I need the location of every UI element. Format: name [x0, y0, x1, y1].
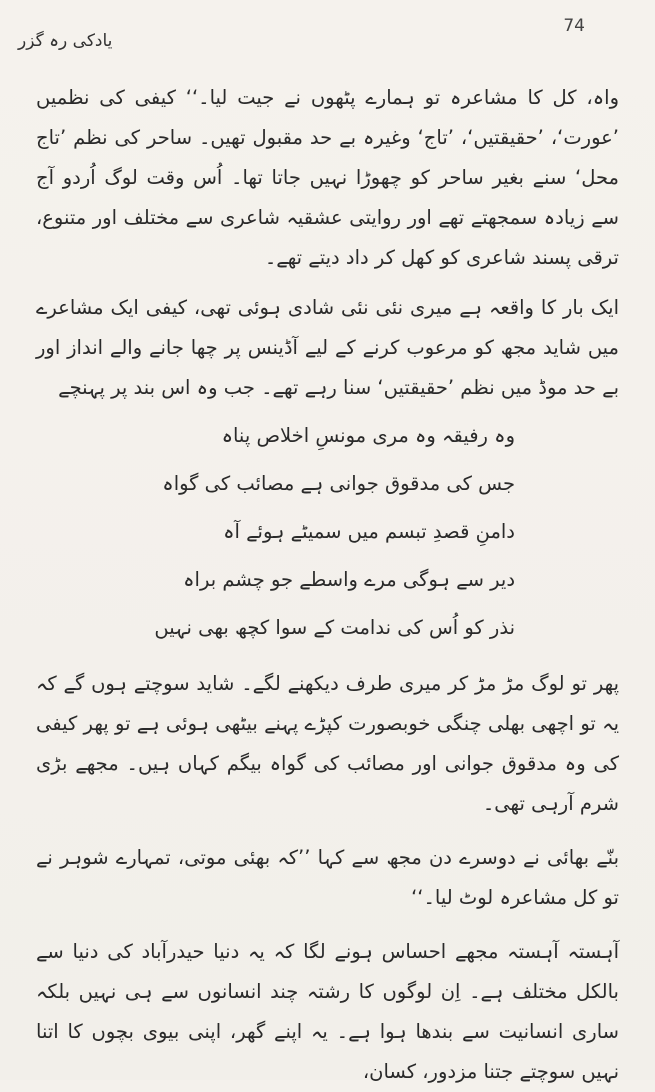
verse-line-4: دیر سے ہوگی مرے واسطے جو چشم براہ: [183, 568, 515, 591]
verse-block: [36, 412, 619, 652]
paragraph-5: آہستہ آہستہ مجھے احساس ہونے لگا کہ یہ دنیا حیدرآباد کی دنیا سے بالکل مختلف ہے۔ اِن لوگوں کا رشتہ چند انسانوں سے ہی نہیں بلکہ ساری انسانیت سے بندھا ہوا ہے۔ یہ اپنے گھر، اپنی بیوی بچوں کا اتنا نہیں سوچتے جتنا مزدور، کسان،: [36, 940, 619, 1083]
verse-line-2: جس کی مدقوق جوانی ہے مصائب کی گواہ: [162, 472, 515, 495]
paragraph-2: ایک بار کا واقعہ ہے میری نئی نئی شادی ہوئی تھی، کیفی ایک مشاعرے میں شاید مجھ کو مرعوب کرنے کے لیے آڈینس پر چھا جانے والے انداز اور بے حد موڈ میں نظم ’حقیقتیں‘ سنا رہے تھے۔ جب وہ اس بند پر پہنچے: [36, 296, 619, 399]
running-head: یادکی رہ گزر: [18, 31, 113, 51]
paragraph-3: پھر تو لوگ مڑ مڑ کر میری طرف دیکھنے لگے۔ شاید سوچتے ہوں گے کہ یہ تو اچھی بھلی چنگی خوبصورت کپڑے پہنے بیٹھی ہوئی ہے تو پھر کیفی کی وہ مدقوق جوانی اور مصائب کی گواہ بیگم کہاں ہیں۔ مجھے بڑی شرم آرہی تھی۔: [36, 672, 619, 815]
verse-line-1: وہ رفیقہ وہ مری مونسِ اخلاص پناہ: [221, 424, 515, 447]
verse-line-5: نذر کو اُس کی ندامت کے سوا کچھ بھی نہیں: [154, 616, 515, 639]
verse-line-3: دامنِ قصدِ تبسم میں سمیٹے ہوئے آہ: [223, 520, 515, 543]
page-body: [36, 78, 619, 1092]
paragraph-4: بنّے بھائی نے دوسرے دن مجھ سے کہا ’’کہ بھئی موتی، تمہارے شوہر نے تو کل مشاعرہ لوٹ لیا۔‘‘: [36, 846, 619, 909]
paragraph-1: واہ، کل کا مشاعرہ تو ہمارے پٹھوں نے جیت لیا۔‘‘ کیفی کی نظمیں ’عورت‘، ’حقیقتیں‘، ’تاج‘ وغیرہ بے حد مقبول تھیں۔ ساحر کی نظم ’تاج محل‘ سنے بغیر ساحر کو چھوڑا نہیں جاتا تھا۔ اُس وقت لوگ اُردو آج سے زیادہ سمجھتے تھے اور روایتی عشقیہ شاعری سے مختلف اور متنوع، ترقی پسند شاعری کو کھل کر داد دیتے تھے۔: [36, 86, 619, 269]
page-number: 74: [563, 16, 585, 36]
